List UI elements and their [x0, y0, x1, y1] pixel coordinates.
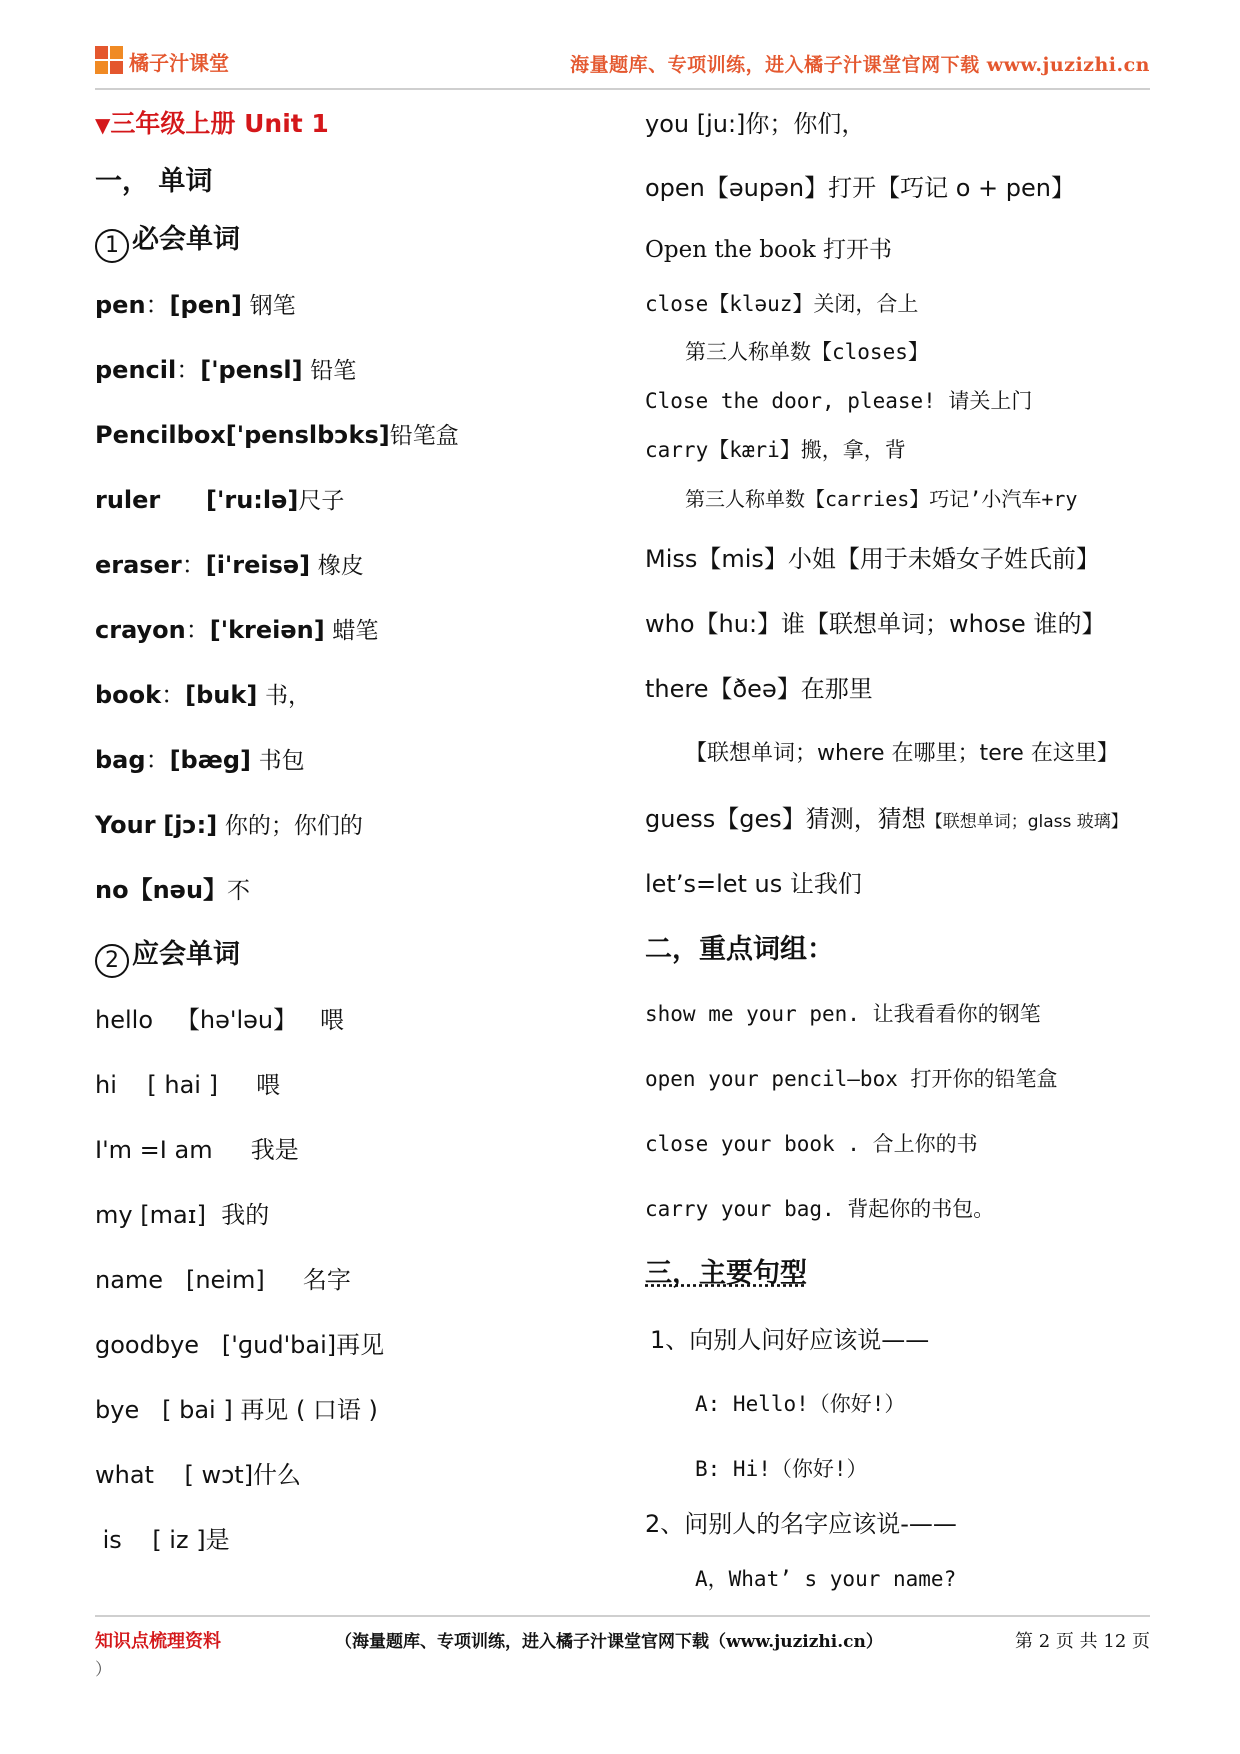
brand-name: 橘子汁课堂 — [129, 50, 229, 75]
word-note: 第三人称单数【closes】 — [685, 340, 929, 364]
dialog-line: B: Hi!（你好!） — [695, 1457, 868, 1481]
phrase-entry: Open the book 打开书 — [645, 237, 892, 263]
page-footer — [95, 1615, 1150, 1680]
should-know-words-heading: 2 应会单词 — [95, 936, 625, 1001]
section-sentences-heading: 三，主要句型 — [645, 1258, 807, 1289]
footer-label: 知识点梳理资料 — [95, 1631, 221, 1652]
word-entry: crayon：['kreiən] 蜡笔 — [95, 616, 379, 644]
circled-number-1: 1 — [95, 229, 129, 263]
phrase-entry: open your pencil—box 打开你的铅笔盒 — [645, 1067, 1058, 1091]
word-entry: I'm =I am 我是 — [95, 1136, 299, 1164]
phrase-entry: show me your pen. 让我看看你的钢笔 — [645, 1002, 1041, 1026]
section-phrases-heading: 二，重点词组： — [645, 934, 834, 965]
word-entry: Pencilbox['penslbɔks]铅笔盒 — [95, 421, 459, 449]
sentence-item: 1、向别人问好应该说—— — [650, 1326, 930, 1354]
word-entry: pen：[pen] 钢笔 — [95, 291, 296, 319]
logo-icon — [95, 46, 125, 76]
word-note: 第三人称单数【carries】巧记’小汽车+ry — [685, 487, 1078, 511]
word-entry: guess【ges】猜测，猜想【联想单词；glass 玻璃】 — [645, 805, 1128, 833]
word-note: 【联想单词；where 在哪里；tere 在这里】 — [685, 741, 1119, 766]
brand-logo — [95, 46, 229, 76]
word-entry: hi [ hai ] 喂 — [95, 1071, 281, 1099]
word-entry: bye [ bai ] 再见 ( 口语 ) — [95, 1396, 378, 1424]
dialog-line: A: Hello!（你好!） — [695, 1392, 906, 1416]
page-number: 第 2 页 共 12 页 — [1015, 1631, 1150, 1652]
word-entry: name [neim] 名字 — [95, 1266, 351, 1294]
word-entry: my [maɪ] 我的 — [95, 1201, 270, 1229]
word-entry: Miss【mis】小姐【用于未婚女子姓氏前】 — [645, 545, 1100, 573]
circled-number-2: 2 — [95, 944, 129, 978]
footer-slogan: （海量题库、专项训练，进入橘子汁课堂官网下载（www.juzizhi.cn） — [335, 1632, 883, 1652]
footer-paren: ） — [95, 1660, 112, 1680]
word-entry: let’s=let us 让我们 — [645, 870, 862, 898]
word-entry: bag：[bæg] 书包 — [95, 746, 305, 774]
page-header — [95, 40, 1150, 90]
word-entry: close【kləuz】关闭，合上 — [645, 292, 919, 316]
word-entry: ruler ['ru:lə]尺子 — [95, 486, 345, 514]
word-entry: you [ju:]你；你们， — [645, 110, 866, 138]
word-entry: pencil：['pensl] 铅笔 — [95, 356, 357, 384]
dialog-line: A，What’ s your name? — [695, 1567, 957, 1591]
header-slogan: 海量题库、专项训练，进入橘子汁课堂官网下载 www.juzizhi.cn — [570, 54, 1150, 76]
right-column — [645, 105, 1155, 1605]
word-entry: is [ iz ]是 — [95, 1526, 230, 1554]
phrase-entry: carry your bag. 背起你的书包。 — [645, 1197, 995, 1221]
word-entry: carry【kæri】搬，拿，背 — [645, 438, 906, 462]
section-words-heading: 一， 单词 — [95, 166, 213, 197]
word-entry: Your [jɔ:] 你的；你们的 — [95, 811, 363, 839]
word-entry: who【hu:】谁【联想单词；whose 谁的】 — [645, 610, 1106, 638]
word-entry: open【əupən】打开【巧记 o + pen】 — [645, 174, 1075, 202]
word-entry: no【nəu】不 — [95, 876, 251, 904]
word-entry: hello 【hə'ləu】 喂 — [95, 1006, 344, 1034]
triangle-marker-icon: ▼ — [95, 113, 111, 137]
left-column — [95, 105, 625, 1586]
sentence-item: 2、问别人的名字应该说-—— — [645, 1510, 957, 1538]
required-words-heading: 1 必会单词 — [95, 221, 625, 286]
phrase-entry: close your book . 合上你的书 — [645, 1132, 978, 1156]
word-entry: goodbye ['ɡud'bai]再见 — [95, 1331, 385, 1359]
word-entry: eraser：[i'reisə] 橡皮 — [95, 551, 364, 579]
sentence-entry: Close the door, please! 请关上门 — [645, 389, 1033, 413]
word-entry: book：[buk] 书， — [95, 681, 311, 709]
word-entry: there【ðeə】在那里 — [645, 675, 873, 703]
word-entry: what [ wɔt]什么 — [95, 1461, 302, 1489]
unit-title: ▼三年级上册 Unit 1 — [95, 109, 329, 138]
